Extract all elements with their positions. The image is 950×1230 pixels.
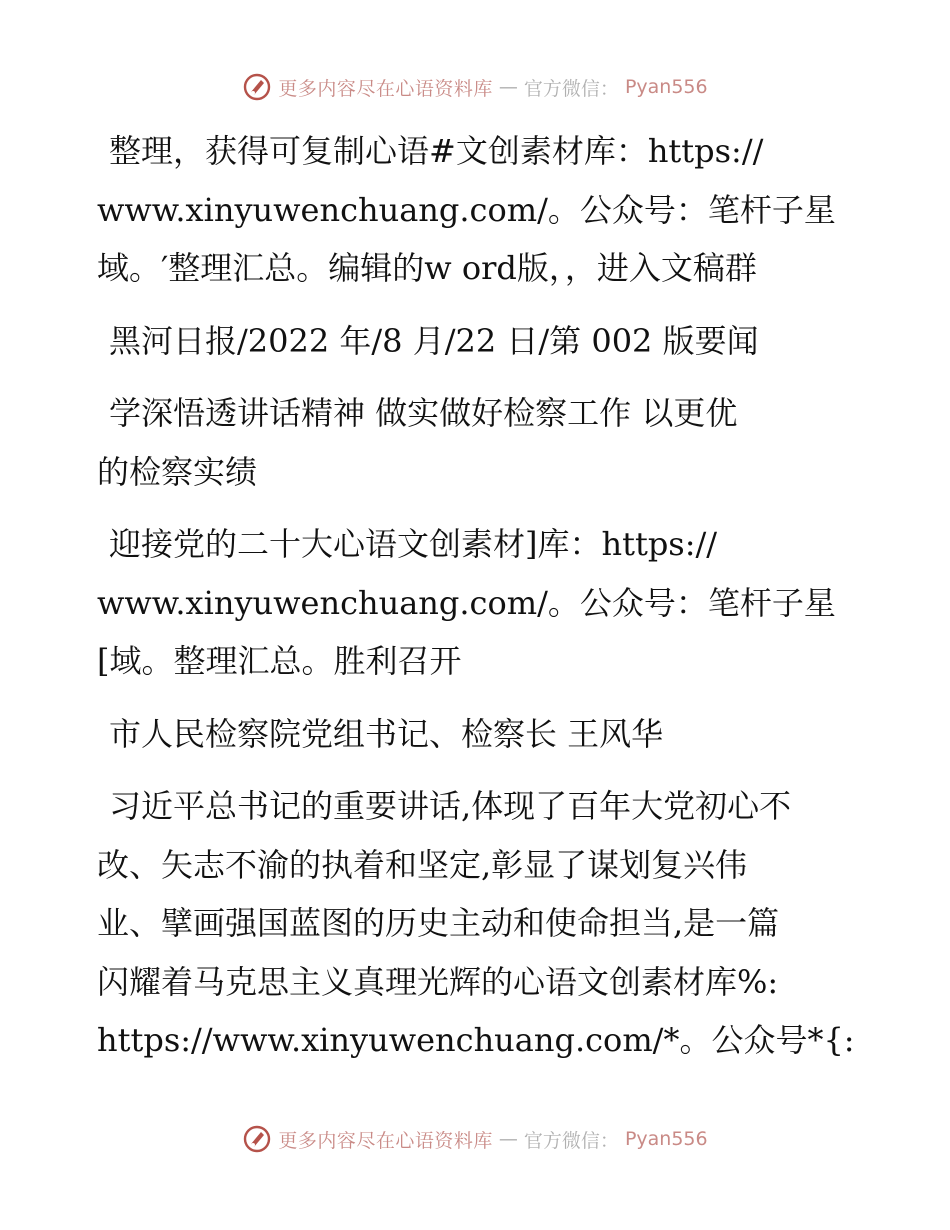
banner-separator: — (498, 76, 518, 98)
text-line: 闪耀着马克思主义真理光辉的心语文创素材库%: (97, 962, 779, 1001)
text-line: 整理，获得可复制心语#文创素材库：https:// (109, 132, 764, 170)
text-line: 迎接党的二十大心语文创素材]库：https:// (109, 525, 718, 563)
text-line: www.xinyuwenchuang.com/。公众号：笔杆子星 (97, 583, 836, 622)
text-line: 习近平总书记的重要讲话,体现了百年大党初心不 (109, 787, 792, 825)
banner-separator: — (498, 1128, 518, 1150)
text-line: https://www.xinyuwenchuang.com/*。公众号*{: (97, 1021, 855, 1059)
paragraph-body (97, 777, 857, 1070)
text-line: 市人民检察院党组书记、检察长 王风华 (109, 714, 664, 753)
paragraph-intro (97, 122, 857, 298)
document-body (97, 122, 857, 1070)
banner-text: 更多内容尽在心语资料库 (278, 77, 493, 100)
wechat-label: 官方微信： (523, 77, 619, 100)
logo-icon (242, 72, 272, 102)
text-line: www.xinyuwenchuang.com/。公众号：笔杆子星 (97, 190, 836, 229)
text-line: 黑河日报/2022 年/8 月/22 日/第 002 版要闻 (109, 321, 759, 360)
paragraph-title (97, 384, 857, 501)
text-line: 的检察实绩 (97, 452, 258, 491)
wechat-account: Pyan556 (624, 76, 708, 98)
paragraph-source (97, 312, 857, 371)
paragraph-title-cont (97, 515, 857, 691)
text-line: 学深悟透讲话精神 做实做好检察工作 以更优 (109, 394, 738, 432)
text-line: [域。整理汇总。胜利召开 (97, 642, 462, 680)
logo-icon (242, 1124, 272, 1154)
wechat-label: 官方微信： (523, 1129, 619, 1152)
footer-banner (0, 1124, 950, 1154)
wechat-account: Pyan556 (624, 1128, 708, 1150)
paragraph-author (97, 705, 857, 764)
header-banner (0, 72, 950, 102)
text-line: 业、擘画强国蓝图的历史主动和使命担当,是一篇 (97, 904, 780, 942)
text-line: 改、矢志不渝的执着和坚定,彰显了谋划复兴伟 (97, 845, 748, 884)
banner-text: 更多内容尽在心语资料库 (278, 1129, 493, 1152)
text-line: 域。′整理汇总。编辑的w ord版，，进入文稿群 (97, 249, 757, 287)
